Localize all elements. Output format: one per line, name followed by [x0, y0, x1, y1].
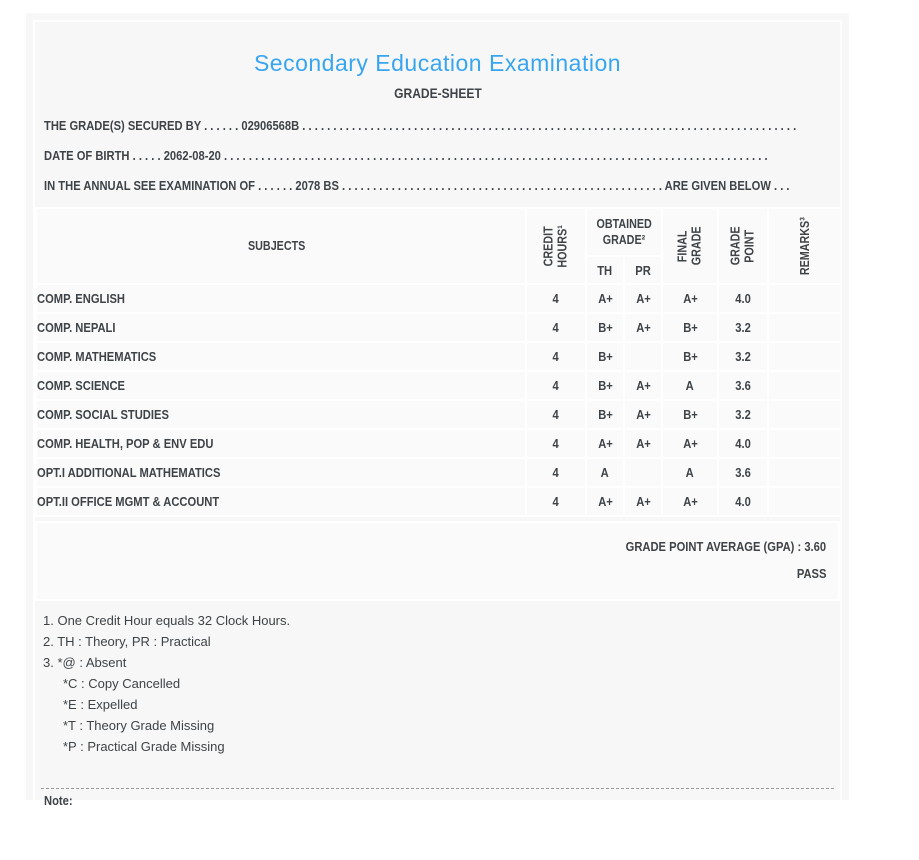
th-grade-cell — [586, 458, 624, 487]
subject-text: COMP. NEPALI — [37, 320, 116, 335]
footnote-subitem: *P : Practical Grade Missing — [63, 739, 225, 754]
header-th — [586, 256, 624, 284]
remarks-cell — [768, 313, 841, 342]
grade-point-text: 4.0 — [735, 291, 751, 306]
subject-cell — [36, 487, 526, 516]
table-header-row — [36, 208, 841, 256]
remarks-cell — [768, 429, 841, 458]
header-subjects — [36, 208, 526, 284]
credit-hours-cell — [526, 371, 586, 400]
gpa-text — [626, 533, 826, 560]
credit-hours-cell — [526, 400, 586, 429]
note-label — [35, 792, 840, 810]
grade-point-text: 4.0 — [735, 436, 751, 451]
exam-year-value: 2078 BS — [295, 178, 339, 193]
th-grade-cell — [586, 313, 624, 342]
credit-hours-text: 4 — [552, 291, 560, 306]
table-row — [36, 342, 841, 371]
grade-point-cell — [718, 371, 768, 400]
page-title: Secondary Education Examination — [253, 50, 622, 76]
footnote-subitem: *T : Theory Grade Missing — [63, 718, 215, 733]
pr-grade-cell — [624, 342, 662, 371]
pr-grade-cell — [624, 429, 662, 458]
pr-grade-cell — [624, 371, 662, 400]
remarks-cell — [768, 342, 841, 371]
subject-text: COMP. SOCIAL STUDIES — [37, 407, 169, 422]
final-grade-text: A — [685, 465, 695, 480]
subject-cell — [36, 342, 526, 371]
th-grade-cell — [586, 429, 624, 458]
trailer-dots: . . . . . . . . . . . . . . . . . . . . . . . . . . . . . . . . . . . . . . . . . . . . . . . . . . . . . . . . . . . . . . . . . . . . . . . . . . . . . . . . — [302, 118, 797, 133]
gpa-line — [49, 533, 826, 560]
final-grade-cell — [662, 371, 718, 400]
table-row — [36, 429, 841, 458]
page-subtitle — [35, 85, 840, 101]
final-grade-text: A+ — [682, 436, 698, 451]
date-of-birth-label: DATE OF BIRTH — [44, 148, 130, 163]
credit-hours-text: 4 — [552, 465, 560, 480]
subject-text: OPT.I ADDITIONAL MATHEMATICS — [37, 465, 221, 480]
subject-cell — [36, 400, 526, 429]
subject-text: COMP. HEALTH, POP & ENV EDU — [37, 436, 214, 451]
final-grade-cell — [662, 284, 718, 313]
grade-secured-text — [44, 111, 796, 141]
header-remarks-text: REMARKS³ — [797, 217, 812, 275]
header-obtained-grade-text: OBTAINED GRADE² — [596, 216, 652, 247]
th-grade-text: B+ — [597, 378, 613, 393]
grade-secured-line — [35, 111, 840, 141]
header-final-grade-text: FINAL GRADE — [675, 226, 704, 265]
pr-grade-cell — [624, 313, 662, 342]
remarks-cell — [768, 487, 841, 516]
subject-cell — [36, 313, 526, 342]
th-grade-text: B+ — [597, 407, 613, 422]
table-row — [36, 284, 841, 313]
pr-grade-text: A+ — [635, 407, 651, 422]
trailer-dots: . . . . . . . . . . . . . . . . . . . . . . . . . . . . . . . . . . . . . . . . . . . . . . . . . . . . — [342, 178, 662, 193]
header-grade-point — [718, 208, 768, 284]
th-grade-cell — [586, 371, 624, 400]
leader-dots: . . . . . — [132, 148, 161, 163]
credit-hours-cell — [526, 313, 586, 342]
final-grade-cell — [662, 313, 718, 342]
pr-grade-cell — [624, 284, 662, 313]
grade-point-cell — [718, 429, 768, 458]
th-grade-text: A — [600, 465, 610, 480]
th-grade-text: B+ — [597, 349, 613, 364]
th-grade-cell — [586, 487, 624, 516]
th-grade-cell — [586, 342, 624, 371]
trailer-dots: . . . . . . . . . . . . . . . . . . . . . . . . . . . . . . . . . . . . . . . . . . . . . . . . . . . . . . . . . . . . . . . . . . . . . . . . . . . . . . . . . . . . . . . . — [224, 148, 768, 163]
subject-text: COMP. SCIENCE — [37, 378, 126, 393]
th-grade-text: B+ — [597, 320, 613, 335]
header-subjects-text: SUBJECTS — [247, 239, 306, 253]
leader-dots: . . . . . . — [204, 118, 239, 133]
grade-point-cell — [718, 400, 768, 429]
subject-cell — [36, 458, 526, 487]
grade-point-cell — [718, 342, 768, 371]
page-subtitle-text: GRADE-SHEET — [393, 85, 482, 101]
final-grade-cell — [662, 429, 718, 458]
grade-point-text: 3.6 — [735, 378, 751, 393]
th-grade-text: A+ — [597, 494, 613, 509]
pr-grade-text: A+ — [635, 494, 651, 509]
header-pr-text: PR — [635, 262, 651, 278]
grade-point-cell — [718, 487, 768, 516]
subject-text: COMP. ENGLISH — [37, 291, 126, 306]
final-grade-cell — [662, 458, 718, 487]
pr-grade-cell — [624, 487, 662, 516]
date-of-birth-text — [44, 141, 768, 171]
final-grade-text: B+ — [682, 349, 698, 364]
credit-hours-cell — [526, 342, 586, 371]
credit-hours-cell — [526, 458, 586, 487]
grade-point-text: 3.2 — [735, 320, 751, 335]
remarks-cell — [768, 371, 841, 400]
subject-text: OPT.II OFFICE MGMT & ACCOUNT — [37, 494, 220, 509]
credit-hours-text: 4 — [552, 349, 560, 364]
exam-year-line — [35, 171, 840, 201]
footnote-item: 1. One Credit Hour equals 32 Clock Hours. — [43, 613, 291, 628]
credit-hours-cell — [526, 284, 586, 313]
pr-grade-text: A+ — [635, 291, 651, 306]
result-status: PASS — [796, 566, 826, 581]
card-inner-border — [33, 20, 842, 860]
credit-hours-cell — [526, 487, 586, 516]
header-grade-point-text: GRADE POINT — [728, 226, 757, 265]
subject-cell — [36, 371, 526, 400]
grade-point-text: 3.2 — [735, 349, 751, 364]
pr-grade-text: A+ — [635, 378, 651, 393]
result-card — [26, 13, 849, 808]
final-grade-cell — [662, 400, 718, 429]
header-final-grade — [662, 208, 718, 284]
subject-text: COMP. MATHEMATICS — [37, 349, 157, 364]
pr-grade-cell — [624, 458, 662, 487]
date-of-birth-value: 2062-08-20 — [163, 148, 221, 163]
footnote-item: 2. TH : Theory, PR : Practical — [43, 634, 211, 649]
final-grade-cell — [662, 487, 718, 516]
th-grade-cell — [586, 284, 624, 313]
credit-hours-text: 4 — [552, 436, 560, 451]
final-grade-text: A+ — [682, 291, 698, 306]
remarks-cell — [768, 458, 841, 487]
leader-dots: . . . . . . — [258, 178, 293, 193]
footnotes-section — [35, 610, 840, 757]
credit-hours-text: 4 — [552, 494, 560, 509]
header-th-text: TH — [597, 262, 613, 278]
gpa-label: GRADE POINT AVERAGE (GPA) : — [625, 539, 802, 554]
footnote-subitem: *E : Expelled — [63, 697, 138, 712]
grade-point-text: 3.6 — [735, 465, 751, 480]
grade-point-cell — [718, 313, 768, 342]
header-obtained-grade — [586, 208, 662, 256]
intro-section — [35, 111, 840, 201]
symbol-number-value: 02906568B — [241, 118, 300, 133]
exam-year-text — [44, 171, 790, 201]
credit-hours-text: 4 — [552, 378, 560, 393]
subject-cell — [36, 429, 526, 458]
dashed-divider — [41, 788, 834, 789]
pr-grade-text: A+ — [635, 320, 651, 335]
date-of-birth-line — [35, 141, 840, 171]
table-row — [36, 371, 841, 400]
exam-year-suffix: ARE GIVEN BELOW . . . — [664, 178, 790, 193]
final-grade-text: B+ — [682, 407, 698, 422]
credit-hours-text: 4 — [552, 407, 560, 422]
grade-point-cell — [718, 284, 768, 313]
gpa-value: 3.60 — [804, 539, 826, 554]
header-remarks — [768, 208, 841, 284]
grade-point-text: 3.2 — [735, 407, 751, 422]
pr-grade-cell — [624, 400, 662, 429]
footnote-item: 3. *@ : Absent — [43, 655, 127, 670]
final-grade-text: B+ — [682, 320, 698, 335]
pr-grade-text: A+ — [635, 436, 651, 451]
final-grade-text: A — [685, 378, 695, 393]
credit-hours-cell — [526, 429, 586, 458]
table-row — [36, 313, 841, 342]
grade-point-text: 4.0 — [735, 494, 751, 509]
table-row — [36, 458, 841, 487]
final-grade-cell — [662, 342, 718, 371]
remarks-cell — [768, 400, 841, 429]
grades-table — [35, 207, 842, 517]
result-line — [49, 560, 826, 587]
subject-cell — [36, 284, 526, 313]
header-pr — [624, 256, 662, 284]
remarks-cell — [768, 284, 841, 313]
th-grade-cell — [586, 400, 624, 429]
table-row — [36, 487, 841, 516]
note-label-text: Note: — [44, 793, 73, 808]
exam-year-label: IN THE ANNUAL SEE EXAMINATION OF — [44, 178, 255, 193]
footnote-subitem: *C : Copy Cancelled — [63, 676, 181, 691]
th-grade-text: A+ — [597, 436, 613, 451]
grade-secured-label: THE GRADE(S) SECURED BY — [44, 118, 201, 133]
header-credit-hours — [526, 208, 586, 284]
th-grade-text: A+ — [597, 291, 613, 306]
final-grade-text: A+ — [682, 494, 698, 509]
table-row — [36, 400, 841, 429]
grade-point-cell — [718, 458, 768, 487]
summary-section — [35, 521, 840, 601]
header-credit-hours-text: CREDIT HOURS¹ — [541, 224, 570, 268]
credit-hours-text: 4 — [552, 320, 560, 335]
